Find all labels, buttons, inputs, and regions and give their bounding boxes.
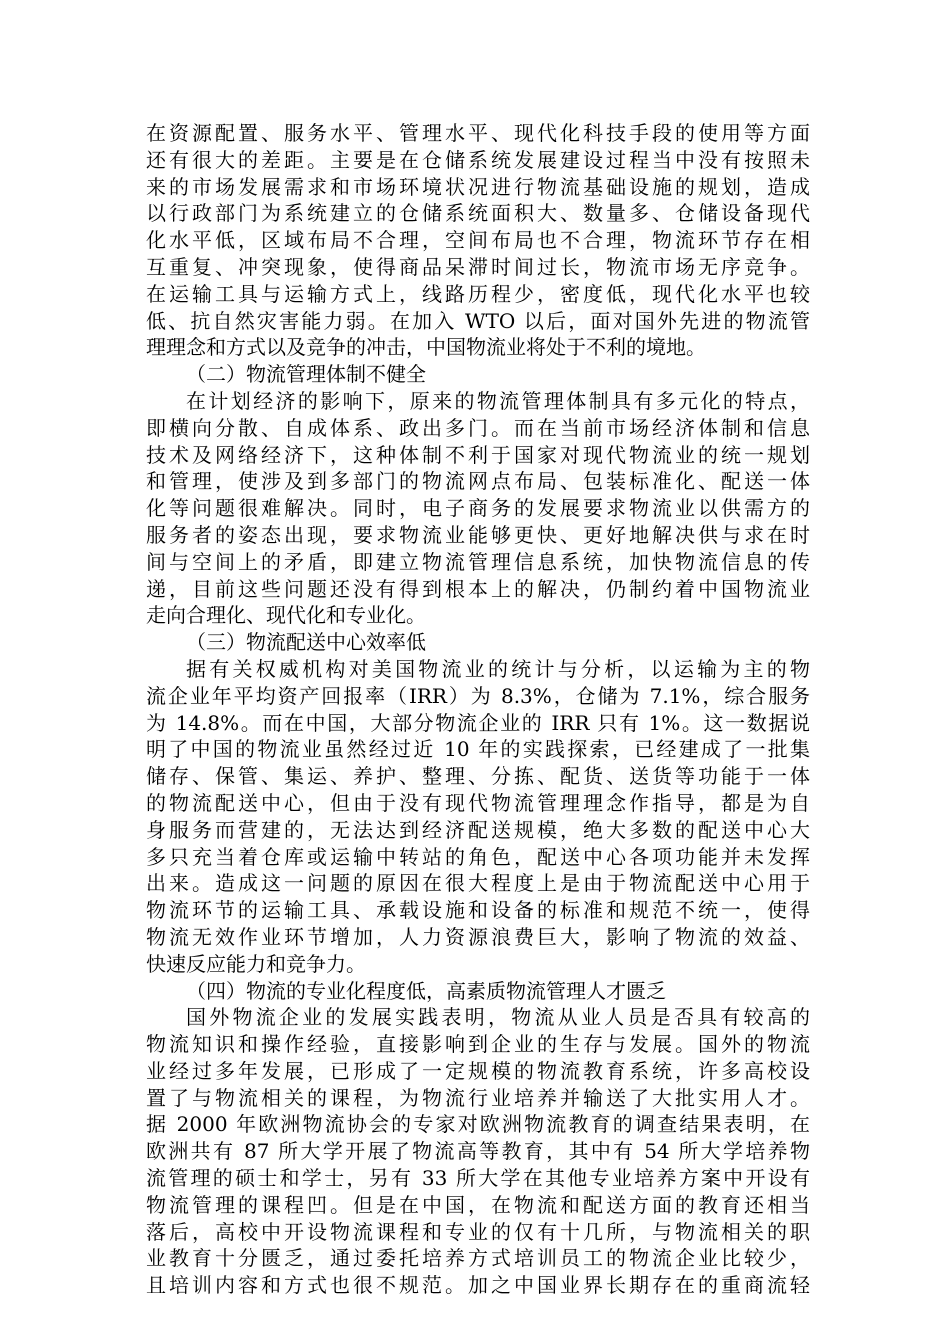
text-line: 快速反应能力和竞争力。 (146, 951, 366, 976)
text-line: 出来。造成这一问题的原因在很大程度上是由于物流配送中心用于 (146, 871, 810, 896)
text-line: 服务者的姿态出现，要求物流业能够更快、更好地解决供与求在时 (146, 522, 810, 547)
text-line: 的物流配送中心，但由于没有现代物流管理理念作指导，都是为自 (146, 790, 810, 815)
heading-text: （四）物流的专业化程度低，高素质物流管理人才匮乏 (186, 978, 666, 1003)
text-line: 国外物流企业的发展实践表明，物流从业人员是否具有较高的 (186, 1005, 810, 1030)
text-line: 置了与物流相关的课程，为物流行业培养并输送了大批实用人才。 (146, 1085, 810, 1110)
text-line: 据 2000 年欧洲物流协会的专家对欧洲物流教育的调查结果表明，在 (146, 1112, 810, 1137)
text-line: 业经过多年发展，已形成了一定规模的物流教育系统，许多高校设 (146, 1058, 810, 1083)
text-line: 物流无效作业环节增加，人力资源浪费巨大，影响了物流的效益、 (146, 924, 810, 949)
text-line: 明了中国的物流业虽然经过近 10 年的实践探索，已经建成了一批集 (146, 737, 810, 762)
text-line: 在计划经济的影响下，原来的物流管理体制具有多元化的特点， (186, 388, 810, 413)
text-line: 储存、保管、集运、养护、整理、分拣、配货、送货等功能于一体 (146, 764, 810, 789)
paragraph (146, 388, 810, 629)
text-line: 间与空间上的矛盾，即建立物流管理信息系统，加快物流信息的传 (146, 549, 810, 574)
text-line: 流企业年平均资产回报率（IRR）为 8.3%，仓储为 7.1%，综合服务 (146, 683, 810, 708)
text-line: 低、抗自然灾害能力弱。在加入 WTO 以后，面对国外先进的物流管 (146, 308, 810, 333)
section-heading (146, 361, 810, 388)
text-line: 欧洲共有 87 所大学开展了物流高等教育，其中有 54 所大学培养物 (146, 1139, 810, 1164)
text-line: 互重复、冲突现象，使得商品呆滞时间过长，物流市场无序竞争。 (146, 254, 810, 279)
text-line: 理理念和方式以及竞争的冲击，中国物流业将处于不利的境地。 (146, 335, 706, 360)
text-line: 技术及网络经济下，这种体制不利于国家对现代物流业的统一规划 (146, 442, 810, 467)
text-line: 且培训内容和方式也很不规范。加之中国业界长期存在的重商流轻 (146, 1273, 810, 1298)
heading-text: （三）物流配送中心效率低 (186, 630, 426, 655)
text-line: 来的市场发展需求和市场环境状况进行物流基础设施的规划，造成 (146, 174, 810, 199)
text-line: 落后，高校中开设物流课程和专业的仅有十几所，与物流相关的职 (146, 1219, 810, 1244)
text-line: 物流管理的课程凹。但是在中国，在物流和配送方面的教育还相当 (146, 1192, 810, 1217)
text-line: 为 14.8%。而在中国，大部分物流企业的 IRR 只有 1%。这一数据说 (146, 710, 810, 735)
paragraph (146, 656, 810, 978)
text-line: 业教育十分匮乏，通过委托培养方式培训员工的物流企业比较少， (146, 1246, 810, 1271)
text-line: 多只充当着仓库或运输中转站的角色，配送中心各项功能并未发挥 (146, 844, 810, 869)
section-heading (146, 629, 810, 656)
text-line: 递，目前这些问题还没有得到根本上的解决，仍制约着中国物流业 (146, 576, 810, 601)
text-line: 流管理的硕士和学士，另有 33 所大学在其他专业培养方案中开设有 (146, 1166, 810, 1191)
text-line: 即横向分散、自成体系、政出多门。而在当前市场经济体制和信息 (146, 415, 810, 440)
document-page (146, 120, 810, 1299)
text-line: 在资源配置、服务水平、管理水平、现代化科技手段的使用等方面 (146, 121, 810, 145)
text-line: 以行政部门为系统建立的仓储系统面积大、数量多、仓储设备现代 (146, 201, 810, 226)
text-line: 化等问题很难解决。同时，电子商务的发展要求物流业以供需方的 (146, 496, 810, 521)
text-line: 身服务而营建的，无法达到经济配送规模，绝大多数的配送中心大 (146, 817, 810, 842)
text-line: 在运输工具与运输方式上，线路历程少，密度低，现代化水平也较 (146, 281, 810, 306)
text-line: 物流环节的运输工具、承载设施和设备的标准和规范不统一，使得 (146, 898, 810, 923)
paragraph (146, 120, 810, 361)
paragraph (146, 1004, 810, 1299)
text-line: 化水平低，区域布局不合理，空间布局也不合理，物流环节存在相 (146, 228, 810, 253)
text-line: 还有很大的差距。主要是在仓储系统发展建设过程当中没有按照未 (146, 147, 810, 172)
text-line: 物流知识和操作经验，直接影响到企业的生存与发展。国外的物流 (146, 1032, 810, 1057)
text-line: 和管理，使涉及到多部门的物流网点布局、包装标准化、配送一体 (146, 469, 810, 494)
text-line: 据有关权威机构对美国物流业的统计与分析，以运输为主的物 (186, 656, 810, 681)
text-line: 走向合理化、现代化和专业化。 (146, 603, 426, 628)
heading-text: （二）物流管理体制不健全 (186, 362, 426, 387)
section-heading (146, 978, 810, 1005)
